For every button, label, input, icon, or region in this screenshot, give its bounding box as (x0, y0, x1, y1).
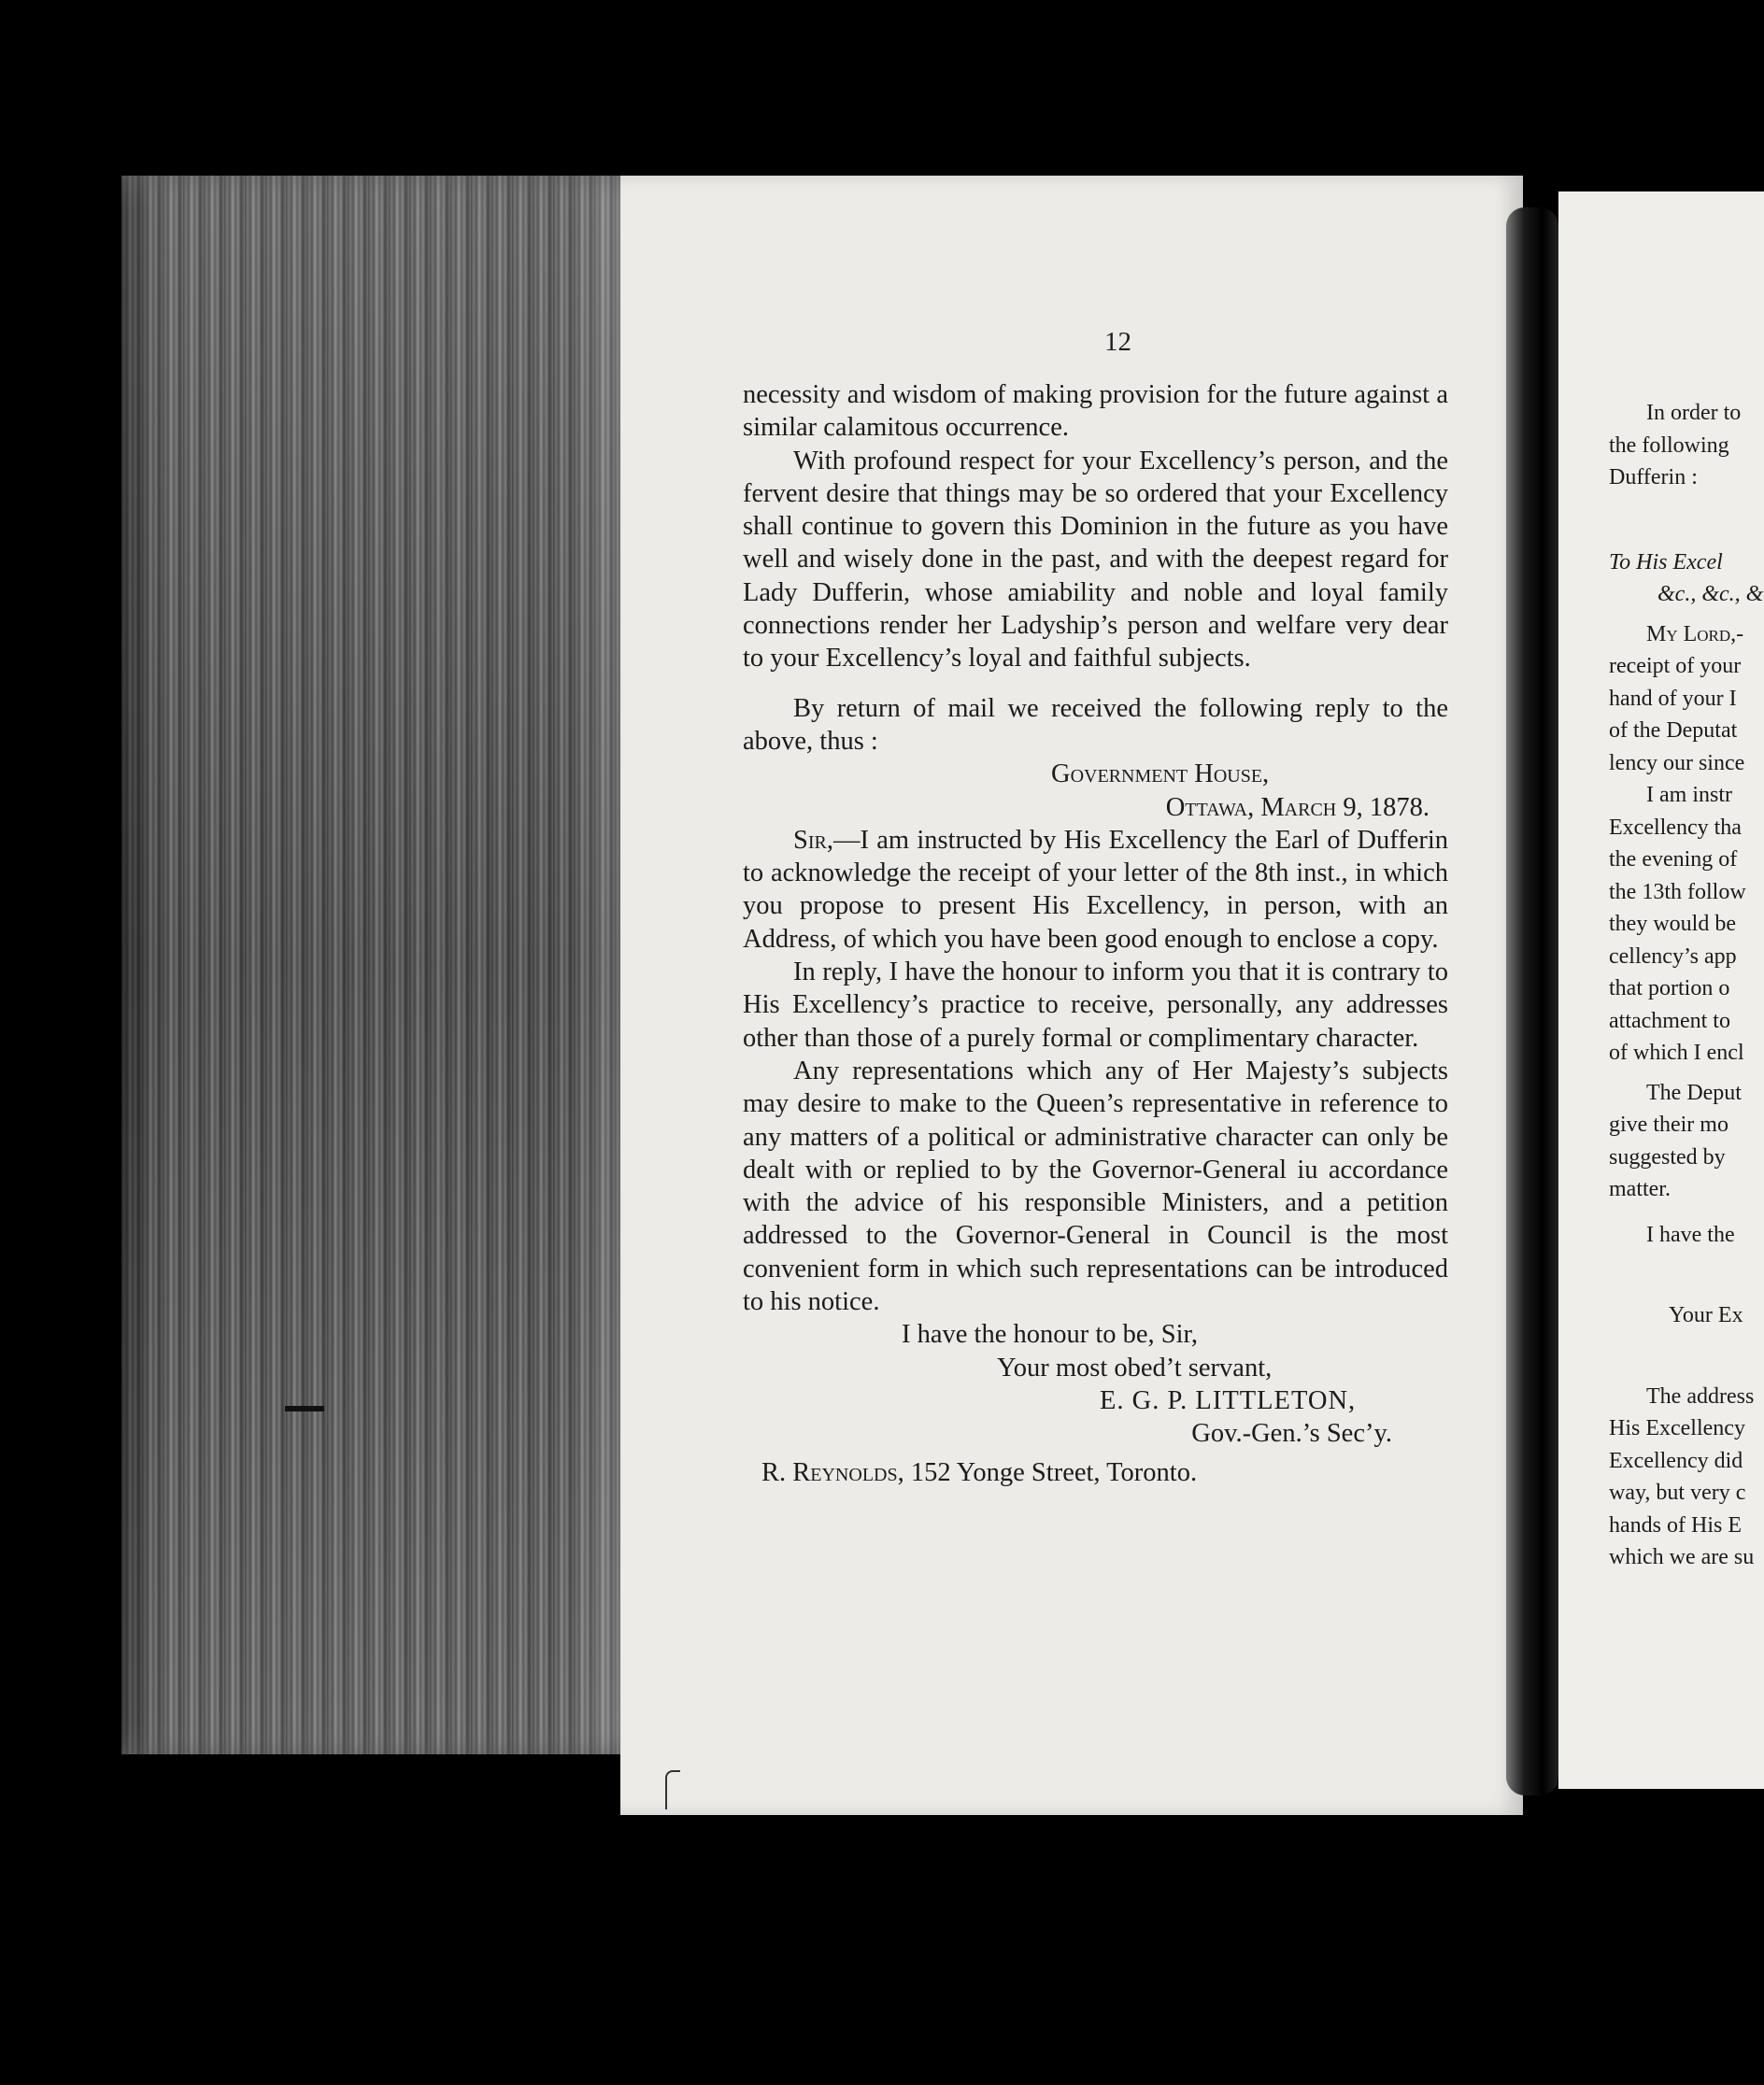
page-edge-mark (285, 1406, 324, 1411)
right-line: His Excellency (1609, 1416, 1745, 1440)
right-line: which we are su (1609, 1545, 1755, 1569)
right-line: The address (1646, 1383, 1755, 1409)
right-line: of the Deputat (1609, 718, 1738, 743)
left-page-text (743, 378, 1448, 1489)
right-line: attachment to (1609, 1008, 1730, 1033)
letter-address-line-1: Government House, (1051, 759, 1270, 789)
printer-address: , 152 Yonge Street, Toronto. (897, 1457, 1198, 1487)
right-line: Your Ex (1669, 1303, 1743, 1327)
right-line: that portion o (1609, 976, 1730, 1000)
right-line: Dufferin : (1609, 465, 1698, 489)
right-line: the 13th follow (1609, 879, 1746, 904)
paragraph-reply-intro: By return of mail we received the following reply to the above, thus : (743, 693, 1448, 756)
letter-salutation: Sir, (793, 825, 833, 855)
right-line: suggested by (1609, 1144, 1726, 1170)
letter-paragraph-2: In reply, I have the honour to inform you that it is contrary to His Excellency’s practice to receive, personally, any addresses other than those of a purely formal or complimentary character. (743, 957, 1448, 1053)
right-line: receipt of your (1609, 654, 1742, 678)
letter-paragraph-1 (743, 824, 1448, 956)
right-line: I am instr (1646, 783, 1732, 807)
letter-address-line-2 (743, 791, 1448, 824)
paragraph-continuation: necessity and wisdom of making provision for the future against a similar calamitous occurrence. (743, 380, 1448, 443)
right-line: lency our since (1609, 750, 1745, 775)
right-line: hands of His E (1609, 1512, 1742, 1538)
right-line: To His Excel (1609, 549, 1723, 574)
right-line: they would be (1609, 912, 1736, 936)
letter-closing-1: I have the honour to be, Sir, (902, 1320, 1199, 1350)
printer-imprint (743, 1456, 1448, 1489)
letter-closing-2: Your most obed’t servant, (997, 1353, 1273, 1383)
right-line: The Deput (1646, 1080, 1742, 1105)
right-line: &c., &c., & (1657, 582, 1764, 606)
right-line: cellency’s app (1609, 943, 1737, 969)
right-line: of which I encl (1609, 1041, 1744, 1065)
pencil-mark (665, 1770, 680, 1809)
right-line: Excellency tha (1609, 815, 1742, 840)
right-line: the following (1609, 433, 1729, 458)
letter-paragraph-3: Any representations which any of Her Majesty’s subjects may desire to make to the Queen’s representative in reference to any matters of a political or administrative character can only be dealt with or replied to by the Governor-General iu accordance with the advice of his responsible Ministers, and a petition addressed to the Governor-General in Council is the most convenient form in which such representations can be introduced to his notice. (743, 1056, 1448, 1317)
book-gutter (1506, 207, 1558, 1795)
right-line: the evening of (1609, 847, 1738, 872)
paragraph-respect: With profound respect for your Excellency’s person, and the fervent desire that things may be so ordered that your Excellency shall continue to govern this Dominion in the future as you have well and wisely done in the past, and with the deepest regard for Lady Dufferin, whose amiability and noble and loyal family connections render her Ladyship’s person and welfare very dear to your Excellency’s loyal and faithful subjects. (743, 446, 1448, 674)
right-line: My Lord,- (1646, 621, 1744, 646)
right-line: matter. (1609, 1177, 1671, 1201)
right-line: Excellency did (1609, 1448, 1743, 1473)
page-number: 12 (1104, 327, 1131, 357)
right-page-text (1609, 397, 1764, 1574)
letter-date: Ottawa, March 9, 1878. (1165, 792, 1430, 822)
right-line: hand of your I (1609, 686, 1737, 711)
book-page-edges (121, 176, 621, 1754)
printer-name: Reynolds (792, 1457, 898, 1487)
printer-prefix: R. (761, 1457, 793, 1487)
right-line: way, but very c (1609, 1481, 1746, 1505)
right-line: I have the (1646, 1222, 1735, 1247)
letter-signature: E. G. P. LITTLETON, (1100, 1385, 1357, 1415)
right-line: In order to (1646, 401, 1742, 425)
right-line: give their mo (1609, 1113, 1728, 1137)
letter-paragraph-1-text: —I am instructed by His Excellency the Earl of Dufferin to acknowledge the receipt of your letter of the 8th inst., in which you propose to present His Excellency, in person, with an Address, of which you have been good enough to enclose a copy. (743, 825, 1448, 954)
letter-signature-title: Gov.-Gen.’s Sec’y. (1191, 1419, 1392, 1449)
